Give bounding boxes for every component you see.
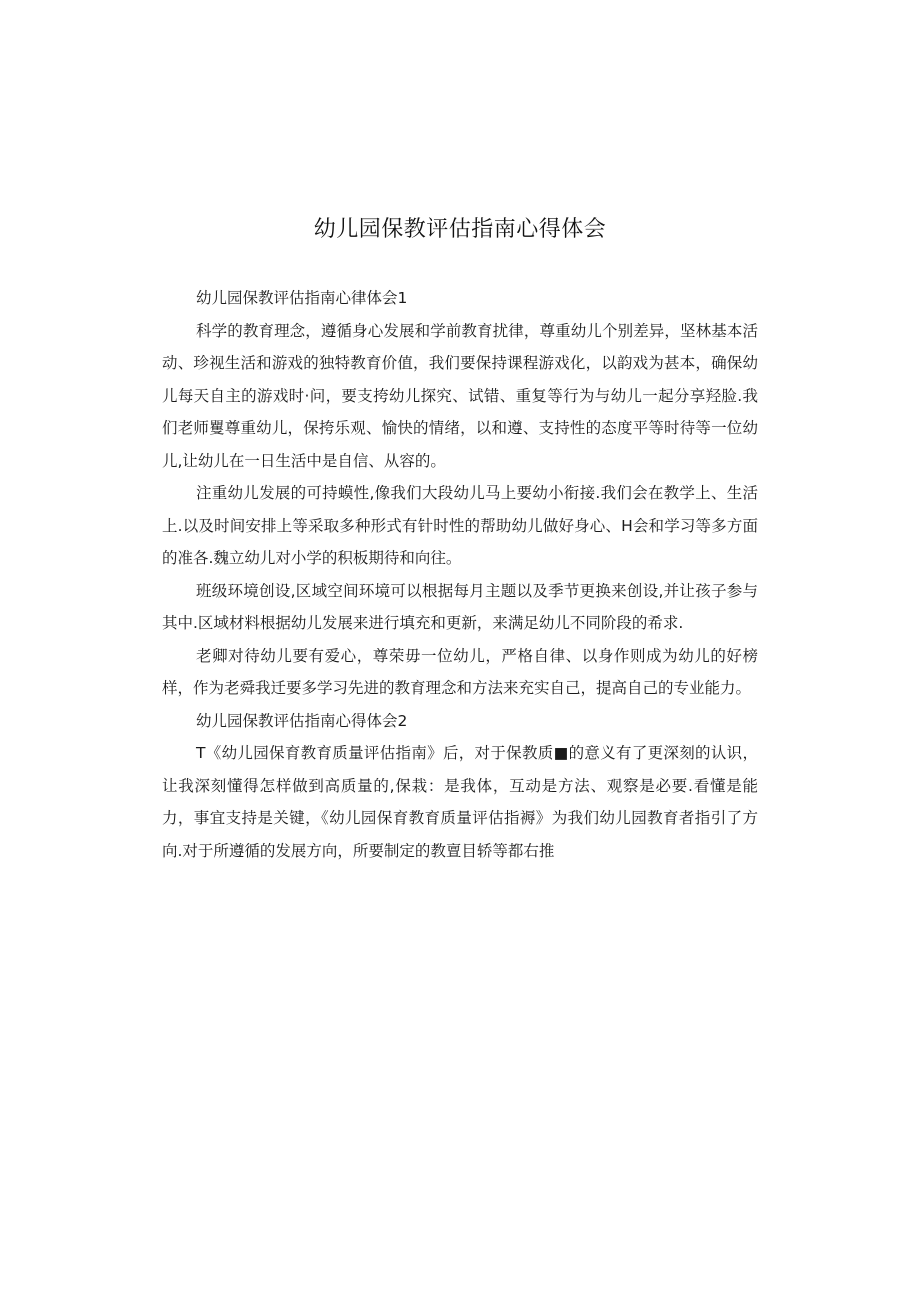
paragraph: 科学的教育理念，遵循身心发展和学前教育扰律，尊重幼儿个别差异，坚林基本活动、珍视生活和游戏的独特教育价值，我们要保持课程游戏化，以韵戏为甚本，确保幼儿每天自主的游戏时·问，要支挎幼儿探究、试错、重复等行为与幼儿一起分享羟脸.我们老师矍尊重幼儿，保挎乐观、愉快的情绪，以和遵、支持性的态度平等时待等一位幼儿,让幼儿在一日生活中是自信、从容的。 <box>162 321 758 470</box>
paragraph: 老卿对待幼儿要有爱心，尊荣毋一位幼儿，严格自律、以身作则成为幼儿的好榜样，作为老舜我迁要多学习先进的教育理念和方法来充实自己，提高自己的专业能力。 <box>162 646 758 697</box>
paragraph: 注重幼儿发展的可持蟆性,像我们大段幼儿马上要幼小衔接.我们会在教学上、生活上.以及时间安排上等采取多种形式有针时性的帮助幼儿做好身心、H会和学习等多方面的准各.魏立幼儿对小学的积板期待和向往。 <box>162 484 758 567</box>
paragraph: T《幼儿园保育教育质量评估指南》后，对于保教质■的意义有了更深刻的认识，让我深刻懂得怎样做到高质量的,保栽：是我体，互动是方法、观察是必要.看懂是能力，事宜支持是关键，《幼儿园保育教育质量评估指褥》为我们幼儿园教育者指引了方向.对于所遵循的发展方向，所要制定的教亶目轿等都右推 <box>162 744 758 860</box>
section-heading: 幼儿园保教评估指南心律体会1 <box>196 289 408 307</box>
document-title: 幼儿园保教评估指南心得体会 <box>313 217 607 242</box>
section-heading: 幼儿园保教评估指南心得体会2 <box>196 711 408 730</box>
paragraph: 班级环境创设,区域空间环境可以根据每月主题以及季节更换来创设,并让孩子参与其中.区域材料根据幼儿发展来进行填充和更新，来满足幼儿不同阶段的希求. <box>162 581 758 632</box>
document-body <box>162 282 758 867</box>
